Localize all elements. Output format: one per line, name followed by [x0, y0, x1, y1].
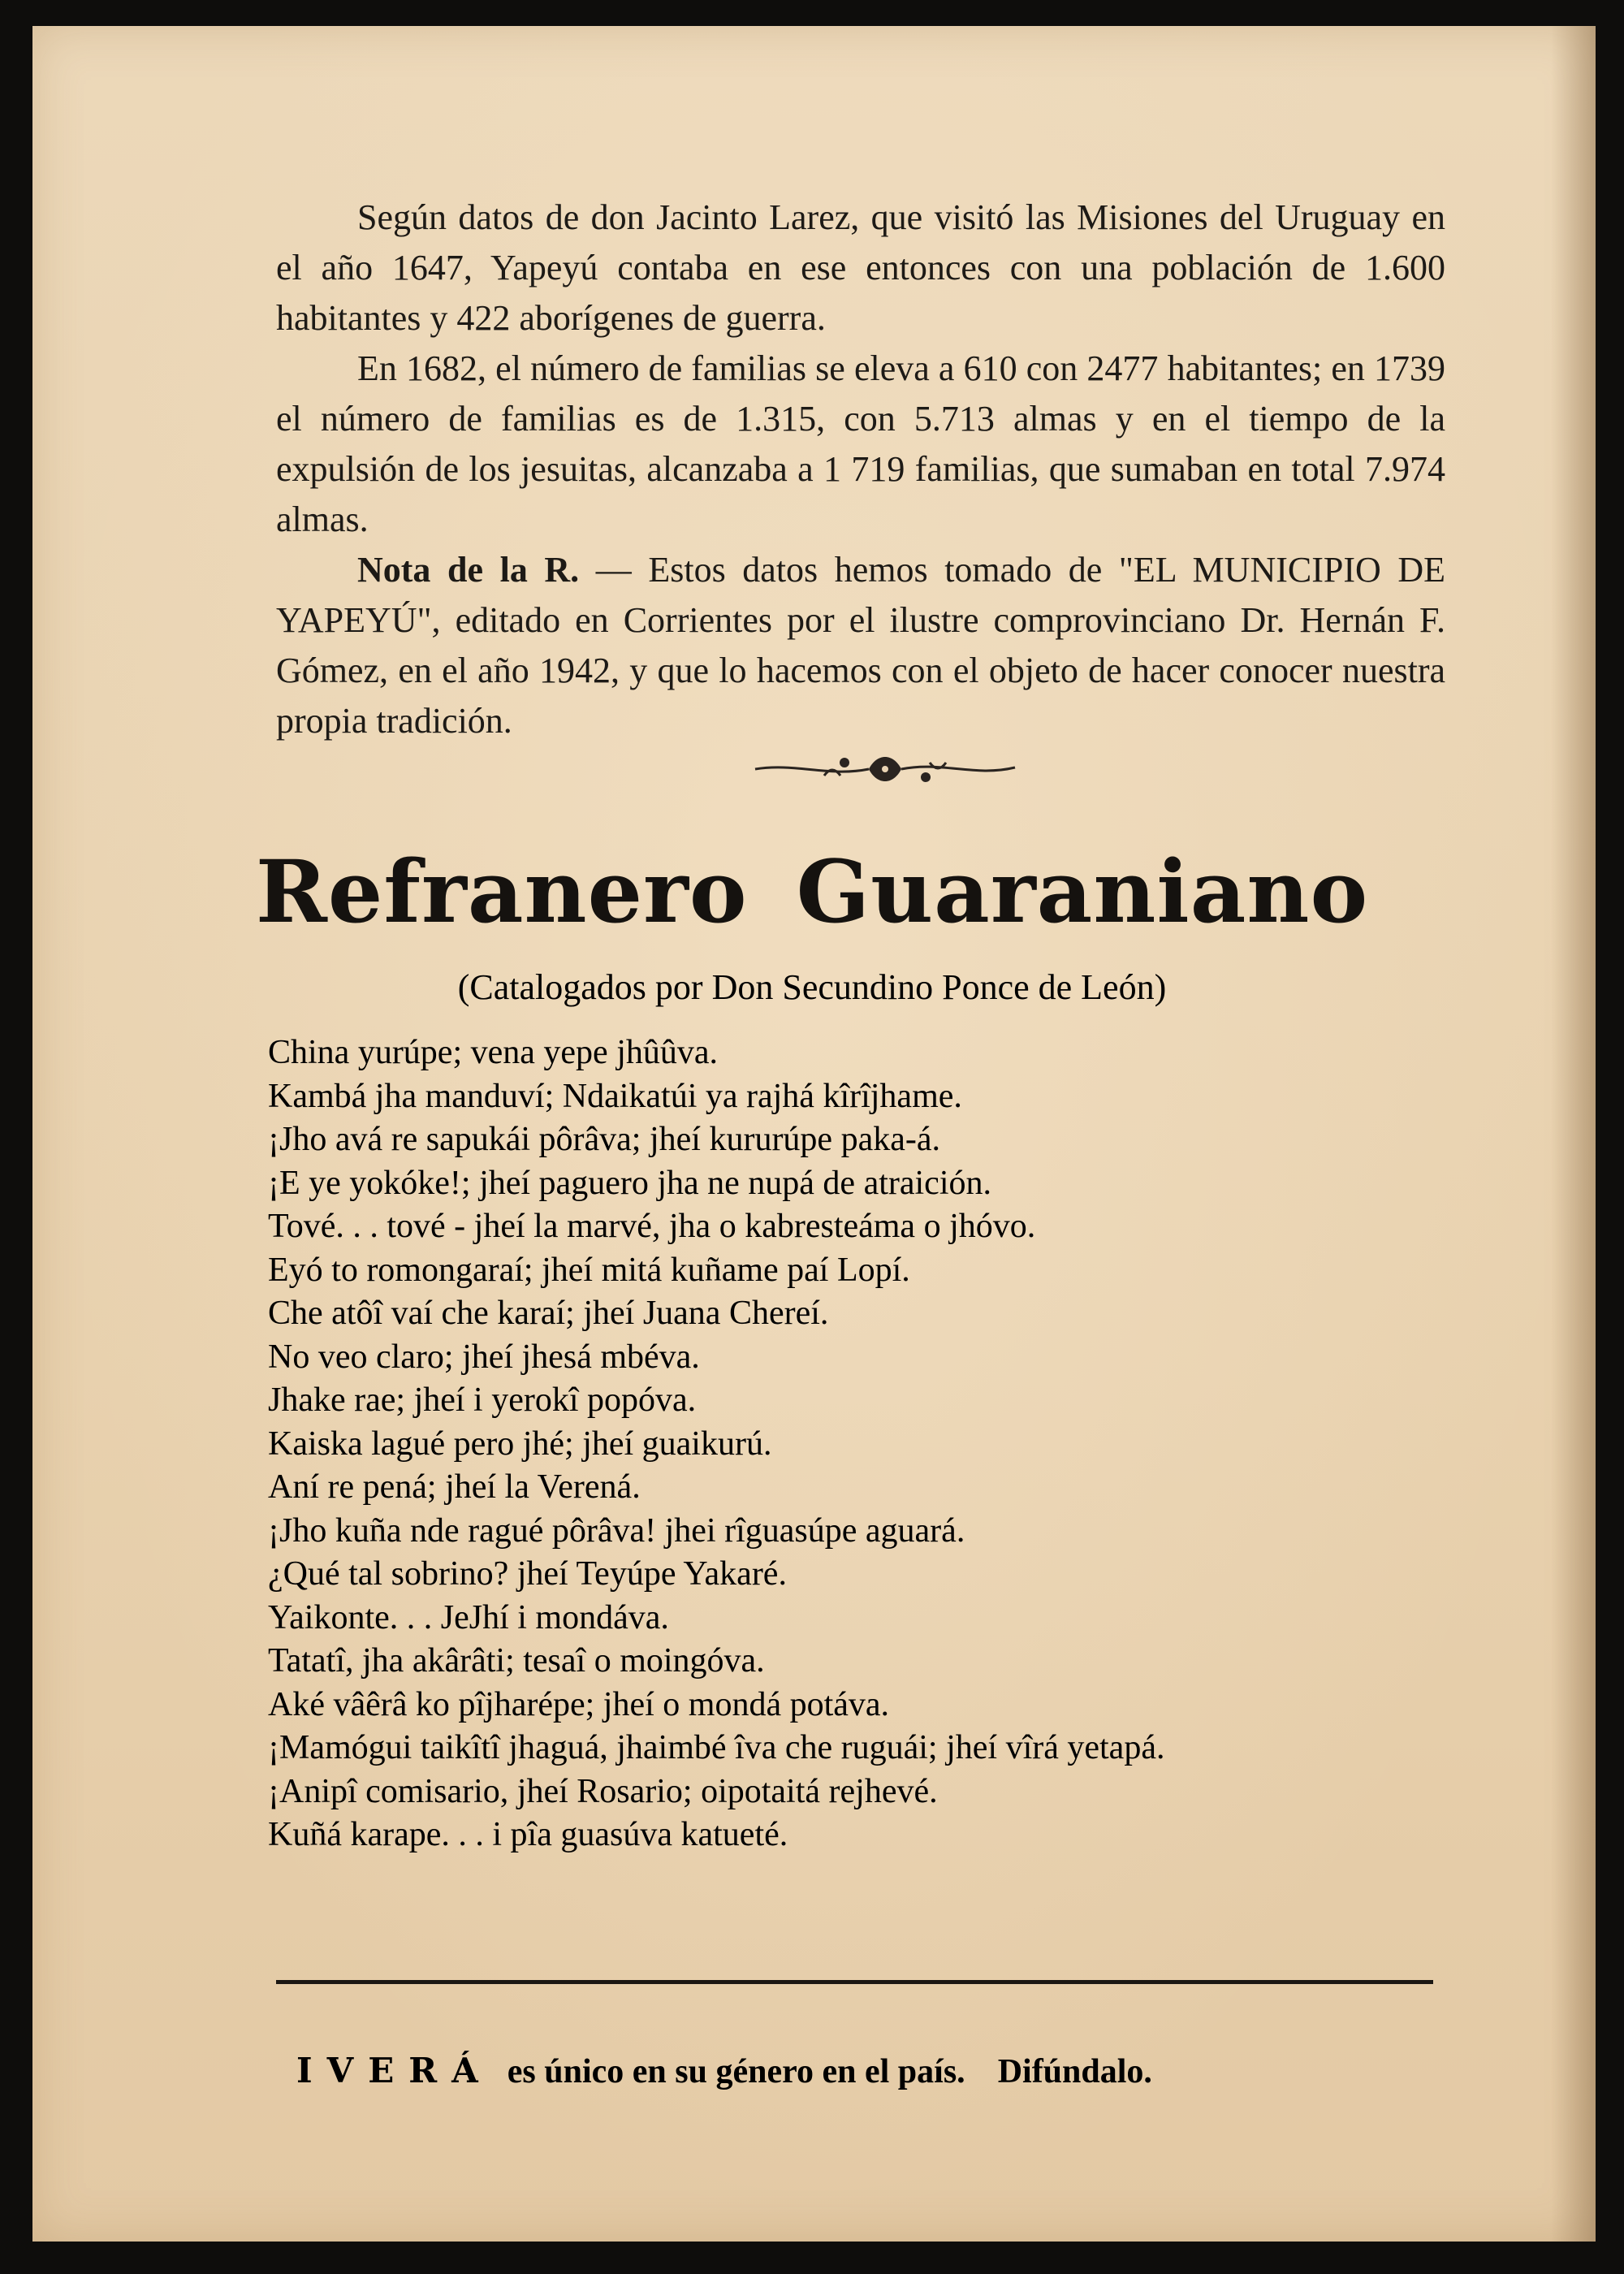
intro-paragraph-1: Según datos de don Jacinto Larez, que visitó las Misiones del Uruguay en el año 1647, Yapeyú contaba en ese entonces con una población de 1.600 habitantes y 422 aborígenes de guerra. [276, 197, 1445, 338]
saying-item: Kuñá karape. . . i pîa guasúva katueté. [268, 1816, 788, 1853]
editor-note-label: Nota de la R. [357, 550, 580, 590]
saying-item: Yaikonte. . . JeJhí i mondáva. [268, 1598, 669, 1636]
intro-paragraph-2: En 1682, el número de familias se eleva a 610 con 2477 habitantes; en 1739 el número de familias es de 1.315, con 5.713 almas y en el tiempo de la expulsión de los jesuitas, alcanzaba a 1 719 familias, que sumaban en total 7.974 almas. [276, 348, 1445, 539]
page-spine-shadow [1551, 26, 1596, 2242]
editor-note [276, 545, 1445, 746]
saying-item: Che atôî vaí che karaí; jheí Juana Chereí. [268, 1295, 829, 1332]
saying-item: Kambá jha manduví; Ndaikatúi ya rajhá kîrîjhame. [268, 1077, 962, 1115]
saying-item: Tatatî, jha akârâti; tesaî o moingóva. [268, 1642, 765, 1680]
saying-item: Aní re pená; jheí la Verená. [268, 1468, 641, 1506]
saying-item: ¡Jho kuña nde ragué pôrâva! jhei rîguasúpe aguará. [268, 1511, 965, 1550]
footer-tagline: es único en su género en el país. [507, 2053, 965, 2090]
saying-item: No veo claro; jheí jhesá mbéva. [268, 1338, 700, 1376]
saying-item: ¡Jho avá re sapukái pôrâva; jheí kururúpe paka-á. [268, 1121, 940, 1158]
saying-item: Kaiska lagué pero jhé; jheí guaikurú. [268, 1424, 772, 1463]
footer-line [296, 2051, 1152, 2091]
section-title [0, 841, 1624, 942]
section-subtitle: (Catalogados por Don Secundino Ponce de León) [457, 967, 1167, 1007]
sayings-list [268, 1031, 1470, 1857]
saying-item: ¡Anipî comisario, jheí Rosario; oipotaitá rejhevé. [268, 1772, 938, 1810]
title-word-1: Refranero [255, 841, 748, 942]
editor-note-text: — Estos datos hemos tomado de "EL MUNICIPIO DE YAPEYÚ", editado en Corrientes por el ilustre comprovinciano Dr. Hernán F. Gómez, en el año 1942, y que lo hacemos con el objeto de hacer conocer nuestra propia tradición. [276, 550, 1446, 741]
intro-section [276, 192, 1445, 746]
horizontal-rule [276, 1980, 1433, 1984]
saying-item: Jhake rae; jheí i yerokî popóva. [268, 1381, 697, 1419]
title-word-2: Guaraniano [796, 841, 1369, 942]
footer-call-to-action: Difúndalo. [997, 2053, 1152, 2090]
saying-item: ¿Qué tal sobrino? jheí Teyúpe Yakaré. [268, 1555, 787, 1593]
saying-item: China yurúpe; vena yepe jhûûva. [268, 1034, 718, 1071]
saying-item: Eyó to romongaraí; jheí mitá kuñame paí Lopí. [268, 1251, 910, 1289]
saying-item: ¡Mamógui taikîtî jhaguá, jhaimbé îva che ruguái; jheí vîrá yetapá. [268, 1729, 1165, 1766]
saying-item: ¡E ye yokóke!; jheí paguero jha ne nupá de atraición. [268, 1164, 991, 1202]
saying-item: Aké vâêrâ ko pîjharépe; jheí o mondá potáva. [268, 1685, 890, 1723]
ornament-divider-icon [747, 745, 1023, 793]
saying-item: Tové. . . tové - jheí la marvé, jha o kabresteáma o jhóvo. [268, 1208, 1036, 1245]
magazine-name: IVERÁ [296, 2051, 493, 2090]
